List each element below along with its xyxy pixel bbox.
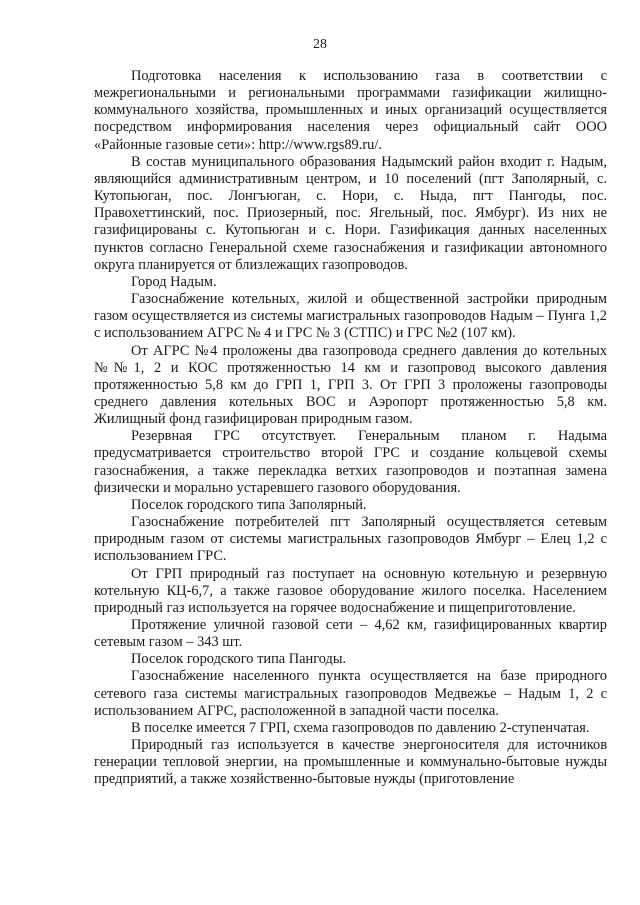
paragraph-pangody-usage: Природный газ используется в качестве энергоносителя для источников генерации тепловой энергии, на промышленные и коммунально-бытовые нужды предприятий, а также хозяйственно-бытовые нужды (приготовление (94, 737, 607, 788)
paragraph-reserve-grs: Резервная ГРС отсутствует. Генеральным планом г. Надыма предусматривается строительство второй ГРС и создание кольцевой схемы газоснабжения, а также перекладка ветхих газопроводов и поэтапная замена физически и морально устаревшего газового оборудования. (94, 428, 607, 496)
paragraph-zapolyarny-network: Протяжение уличной газовой сети – 4,62 км, газифицированных квартир сетевым газом – 343 шт. (94, 617, 607, 651)
paragraph-gas-awareness: Подготовка населения к использованию газа в соответствии с межрегиональными и региональными программами газификации жилищно-коммунального хозяйства, промышленных и иных организаций осуществляется посредством информирования населения через официальный сайт ООО «Районные газовые сети»: http://www.rgs89.ru/. (94, 68, 607, 153)
paragraph-zapolyarny-grp: От ГРП природный газ поступает на основную котельную и резервную котельную КЦ-6,7, а также газовое оборудование жилого поселка. Населением природный газ используется на горячее водоснабжение и пищеприготовление. (94, 565, 607, 616)
heading-zapolyarny: Поселок городского типа Заполярный. (131, 496, 367, 513)
paragraph-nadym-supply: Газоснабжение котельных, жилой и общественной застройки природным газом осуществляется из системы магистральных газопроводов Надым – Пунга 1,2 с использованием АГРС № 4 и ГРС № 3 (СТПС) и ГРС №2 (107 км). (94, 291, 607, 342)
heading-nadym-city: Город Надым. (131, 273, 217, 290)
paragraph-pangody-grp: В поселке имеется 7 ГРП, схема газопроводов по давлению 2-ступенчатая. (131, 719, 590, 736)
paragraph-pangody-supply: Газоснабжение населенного пункта осуществляется на базе природного сетевого газа системы магистральных газопроводов Медвежье – Надым 1, 2 с использованием АГРС, расположенной в западной части поселка. (94, 668, 607, 719)
paragraph-district-composition: В состав муниципального образования Надымский район входит г. Надым, являющийся административным центром, и 10 поселений (пгт Заполярный, с. Кутопьюган, пос. Лонгъюган, с. Нори, с. Ныда, пгт Пангоды, пос. Правохеттинский, пос. Приозерный, пос. Ягельный, пос. Ямбург). Из них не газифицированы с. Кутопьюган и с. Нори. Газификация данных населенных пунктов согласно Генеральной схеме газоснабжения и газификации автономного округа планируется от близлежащих газопроводов. (94, 153, 607, 273)
heading-pangody: Поселок городского типа Пангоды. (131, 651, 347, 668)
body-text (94, 68, 607, 789)
page-number: 28 (313, 37, 327, 52)
paragraph-agrs4-pipelines: От АГРС №4 проложены два газопровода среднего давления до котельных №№1, 2 и КОС протяженностью 14 км и газопровод высокого давления протяженностью 5,8 км до ГРП 1, ГРП 3. От ГРП 3 проложены газопроводы среднего давления котельных ВОС и Аэропорт протяженностью 5,8 км. Жилищный фонд газифицирован природным газом. (94, 342, 607, 428)
paragraph-zapolyarny-supply: Газоснабжение потребителей пгт Заполярный осуществляется сетевым природным газом от системы магистральных газопроводов Ямбург – Елец 1,2 с использованием ГРС. (94, 514, 607, 565)
